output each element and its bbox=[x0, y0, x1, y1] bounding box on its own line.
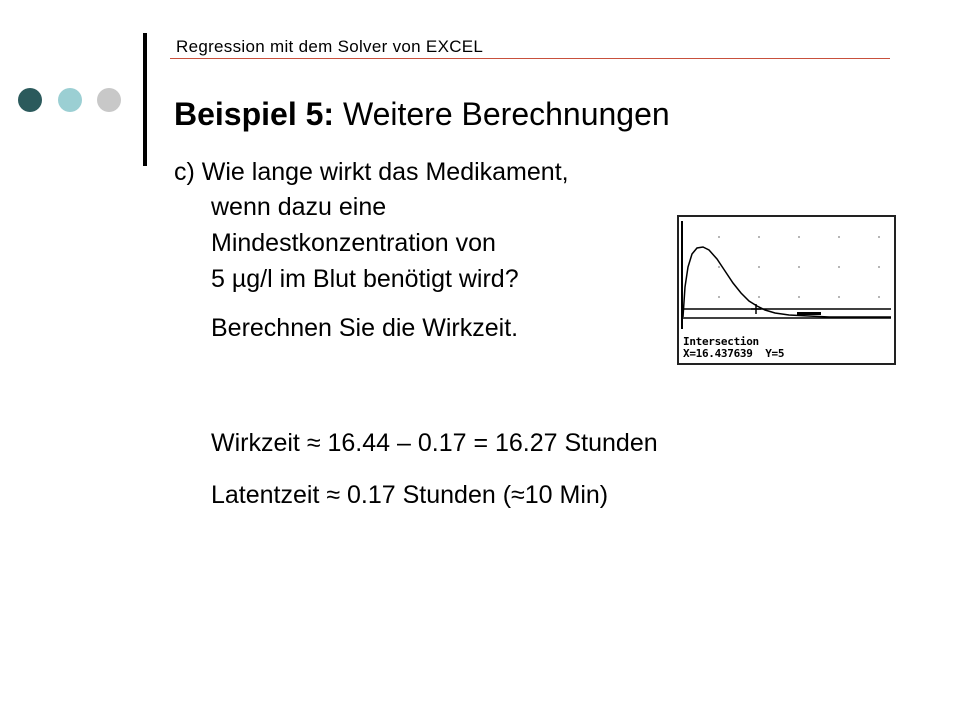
instruction-text: Berechnen Sie die Wirkzeit. bbox=[211, 314, 519, 342]
question-line-1: c) Wie lange wirkt das Medikament, bbox=[174, 158, 569, 186]
answer-wirkzeit: Wirkzeit ≈ 16.44 – 0.17 = 16.27 Stunden bbox=[211, 429, 658, 457]
calculator-screen bbox=[677, 215, 896, 365]
y-readout: Y=5 bbox=[765, 347, 785, 360]
curve-tail-marker bbox=[797, 312, 821, 315]
bullet-dot-teal bbox=[58, 88, 82, 112]
calculator-graph bbox=[679, 217, 894, 335]
concentration-curve bbox=[683, 247, 891, 317]
x-readout: X=16.437639 bbox=[683, 347, 753, 360]
bullet-dot-dark bbox=[18, 88, 42, 112]
question-line-3: Mindestkonzentration von bbox=[211, 229, 496, 257]
intersection-label: Intersection bbox=[683, 335, 759, 348]
intersection-cursor bbox=[751, 304, 761, 314]
slide-title-bold: Beispiel 5: bbox=[174, 96, 335, 132]
header-title: Regression mit dem Solver von EXCEL bbox=[176, 37, 484, 56]
answer-latenzzeit: Latentzeit ≈ 0.17 Stunden (≈10 Min) bbox=[211, 481, 609, 509]
intersection-readout bbox=[683, 348, 784, 360]
grid-dots bbox=[718, 236, 879, 297]
question-line-4: 5 µg/l im Blut benötigt wird? bbox=[211, 265, 519, 293]
vertical-divider bbox=[143, 33, 147, 166]
slide-title-rest: Weitere Berechnungen bbox=[334, 96, 670, 132]
bullet-dot-gray bbox=[97, 88, 121, 112]
slide-title bbox=[174, 96, 670, 133]
header-rule bbox=[170, 58, 890, 59]
question-line-2: wenn dazu eine bbox=[211, 193, 387, 221]
